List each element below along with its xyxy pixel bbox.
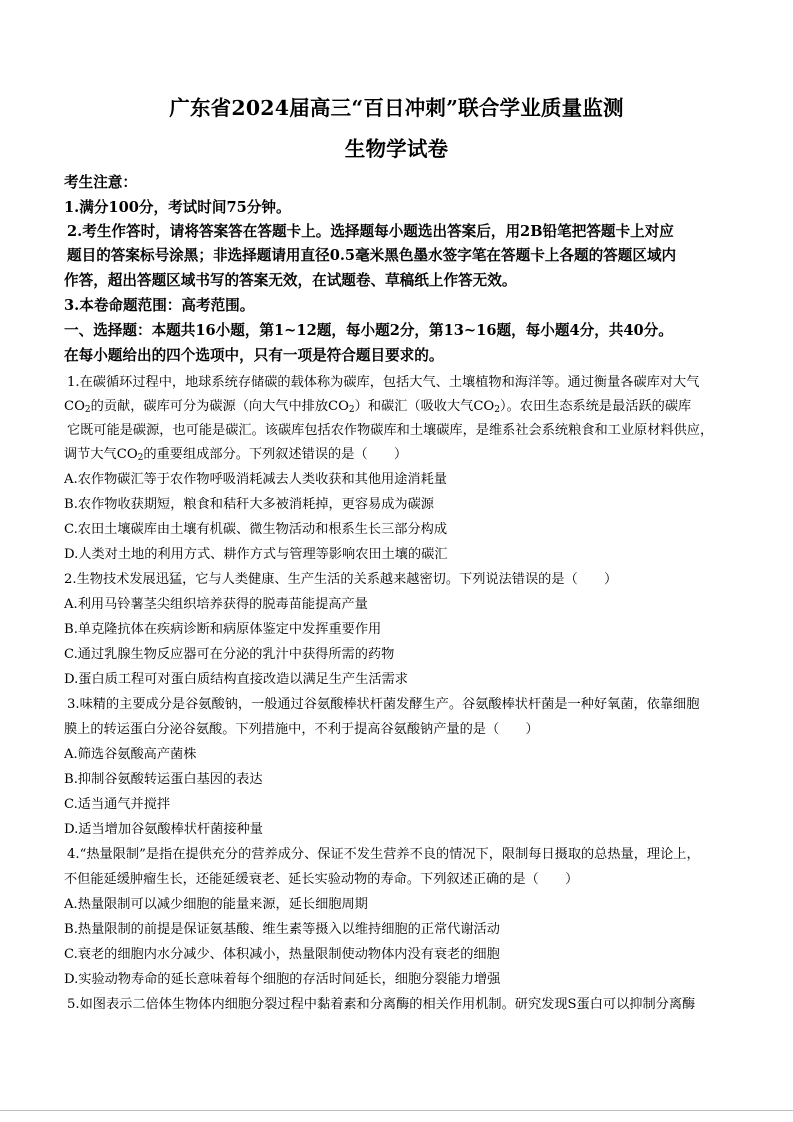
q1-text-2: ）和碳汇（吸收大气CO bbox=[354, 399, 495, 414]
notice-item-3: 3.本卷命题范围：高考范围。 bbox=[64, 297, 255, 314]
q2-option-b: B.单克隆抗体在疾病诊断和病原体鉴定中发挥重要作用 bbox=[64, 622, 382, 637]
q4-option-b: B.热量限制的前提是保证氨基酸、维生素等摄入以维持细胞的正常代谢活动 bbox=[64, 922, 500, 937]
q4-stem-line-1: 4.“热量限制”是指在提供充分的营养成分、保证不发生营养不良的情况下，限制每日摄取的总热量，理论上， bbox=[67, 847, 700, 862]
q4-option-d: D.实验动物寿命的延长意味着每个细胞的存活时间延长，细胞分裂能力增强 bbox=[64, 972, 501, 987]
q2-stem: 2.生物技术发展迅猛，它与人类健康、生产生活的关系越来越密切。下列说法错误的是（ ） bbox=[64, 572, 618, 587]
q1-sub-3: 2 bbox=[494, 405, 500, 415]
q1-option-b: B.农作物收获期短，粮食和秸秆大多被消耗掉，更容易成为碳源 bbox=[64, 497, 434, 512]
q4-option-c: C.衰老的细胞内水分减少、体积减小，热量限制使动物体内没有衰老的细胞 bbox=[64, 947, 500, 962]
notice-heading: 考生注意： bbox=[64, 174, 137, 191]
q1-option-a: A.农作物碳汇等于农作物呼吸消耗减去人类收获和其他用途消耗量 bbox=[64, 472, 447, 487]
page-title: 广东省2024届高三“百日冲刺”联合学业质量监测 bbox=[169, 96, 624, 120]
q3-option-c: C.适当通气并搅拌 bbox=[64, 797, 171, 812]
q1-text-3: ）。农田生态系统是最活跃的碳库 bbox=[499, 399, 692, 414]
q3-stem-line-1: 3.味精的主要成分是谷氨酸钠，一般通过谷氨酸棒状杆菌发酵生产。谷氨酸棒状杆菌是一种好氧菌，依靠细胞 bbox=[67, 697, 700, 712]
q1-sub-4: 2 bbox=[137, 453, 144, 463]
q1-stem-line-4 bbox=[64, 446, 407, 464]
q1-text-1: 的贡献，碳库可分为碳源（向大气中排放CO bbox=[90, 399, 349, 414]
q1-option-c: C.农田土壤碳库由土壤有机碳、微生物活动和根系生长三部分构成 bbox=[64, 522, 448, 537]
section-heading-line-1: 一、选择题：本题共16小题，第1~12题，每小题2分，第13~16题，每小题4分，共40分。 bbox=[64, 322, 673, 339]
q3-option-a: A.筛选谷氨酸高产菌株 bbox=[64, 747, 197, 762]
notice-item-2-line-2: 题目的答案标号涂黑；非选择题请用直径0.5毫米黑色墨水签字笔在答题卡上各题的答题区域内 bbox=[67, 247, 677, 264]
q2-option-d: D.蛋白质工程可对蛋白质结构直接改造以满足生产生活需求 bbox=[64, 672, 408, 687]
q1-sub-1: 2 bbox=[84, 405, 91, 415]
notice-item-1: 1.满分100分，考试时间75分钟。 bbox=[64, 199, 291, 216]
q2-option-a: A.利用马铃薯茎尖组织培养获得的脱毒苗能提高产量 bbox=[64, 597, 368, 612]
q1-stem-line-2 bbox=[64, 398, 691, 416]
page-bottom-divider bbox=[0, 1110, 793, 1111]
q1-text-4: 调节大气CO bbox=[64, 447, 138, 462]
q1-sub-2: 2 bbox=[348, 405, 355, 415]
q3-stem-line-2: 膜上的转运蛋白分泌谷氨酸。下列措施中，不利于提高谷氨酸钠产量的是（ ） bbox=[64, 722, 539, 737]
q1-stem-line-3: 它既可能是碳源，也可能是碳汇。该碳库包括农作物碳库和土壤碳库，是维系社会系统粮食和工业原材料供应， bbox=[67, 423, 714, 438]
q3-option-b: B.抑制谷氨酸转运蛋白基因的表达 bbox=[64, 772, 263, 787]
q3-option-d: D.适当增加谷氨酸棒状杆菌接种量 bbox=[64, 822, 263, 837]
q2-option-c: C.通过乳腺生物反应器可在分泌的乳汁中获得所需的药物 bbox=[64, 647, 395, 662]
q1-option-d: D.人类对土地的利用方式、耕作方式与管理等影响农田土壤的碳汇 bbox=[64, 547, 448, 562]
q4-stem-line-2: 不但能延缓肿瘤生长，还能延缓衰老、延长实验动物的寿命。下列叙述正确的是（ ） bbox=[64, 872, 579, 887]
q5-stem-line-1: 5.如图表示二倍体生物体内细胞分裂过程中黏着素和分离酶的相关作用机制。研究发现S蛋白可以抑制分离酶 bbox=[67, 997, 696, 1012]
q1-co2-1: CO bbox=[64, 399, 85, 414]
page-subtitle: 生物学试卷 bbox=[344, 137, 449, 161]
q1-text-5: 的重要组成部分。下列叙述错误的是（ ） bbox=[143, 447, 408, 462]
notice-item-2-line-3: 作答，超出答题区域书写的答案无效，在试题卷、草稿纸上作答无效。 bbox=[64, 272, 517, 289]
notice-item-2-line-1: 2.考生作答时，请将答案答在答题卡上。选择题每小题选出答案后，用2B铅笔把答题卡上对应 bbox=[67, 223, 674, 240]
section-heading-line-2: 在每小题给出的四个选项中，只有一项是符合题目要求的。 bbox=[64, 347, 444, 364]
q1-stem-line-1: 1.在碳循环过程中，地球系统存储碳的载体称为碳库，包括大气、土壤植物和海洋等。通过衡量各碳库对大气 bbox=[67, 375, 700, 390]
q4-option-a: A.热量限制可以减少细胞的能量来源，延长细胞周期 bbox=[64, 897, 368, 912]
